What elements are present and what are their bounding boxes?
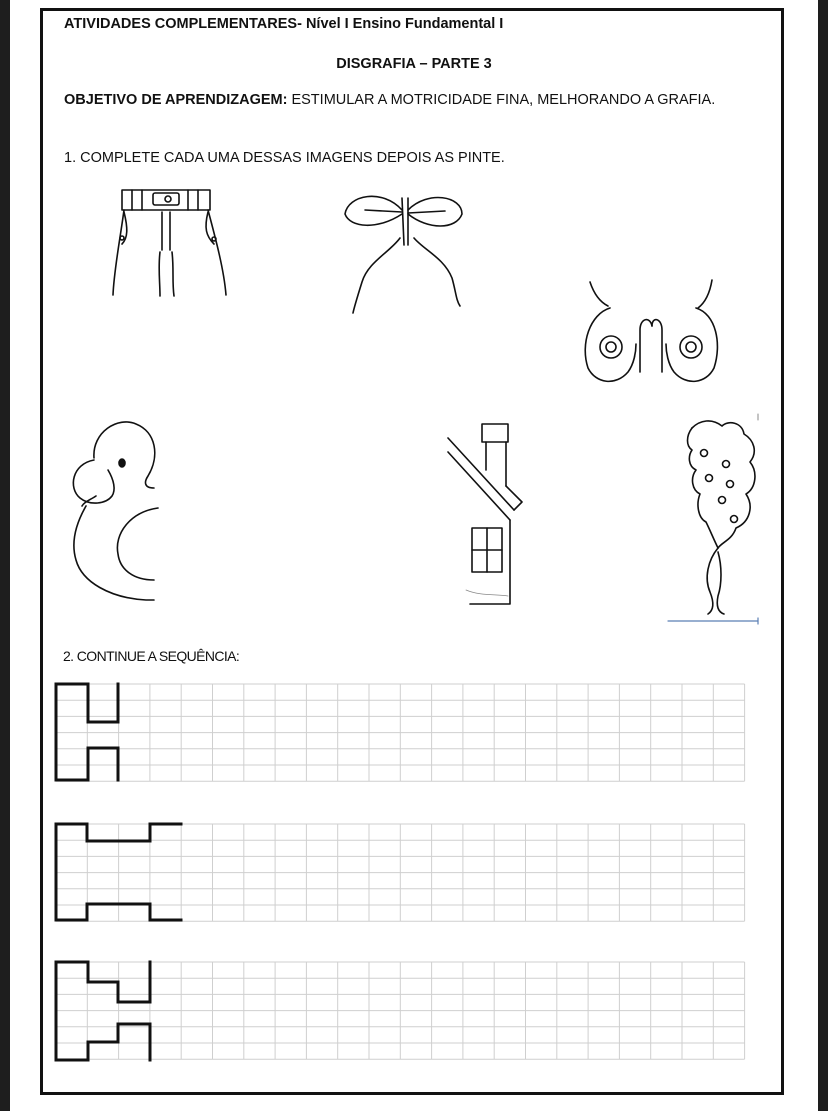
left-edge (0, 0, 10, 1111)
right-edge (818, 0, 828, 1111)
objective-label: OBJETIVO DE APRENDIZAGEM: (64, 92, 288, 108)
sequence-grids (10, 0, 818, 1111)
worksheet-page (10, 0, 818, 1111)
worksheet-title: ATIVIDADES COMPLEMENTARES- Nível I Ensino Fundamental I (64, 16, 504, 32)
objective-text: ESTIMULAR A MOTRICIDADE FINA, MELHORANDO A GRAFIA. (291, 92, 716, 108)
exercise-1-instruction: 1. COMPLETE CADA UMA DESSAS IMAGENS DEPOIS AS PINTE. (64, 150, 505, 166)
worksheet-subtitle: DISGRAFIA – PARTE 3 (336, 56, 492, 72)
exercise-2-instruction: 2. CONTINUE A SEQUÊNCIA: (63, 648, 240, 664)
